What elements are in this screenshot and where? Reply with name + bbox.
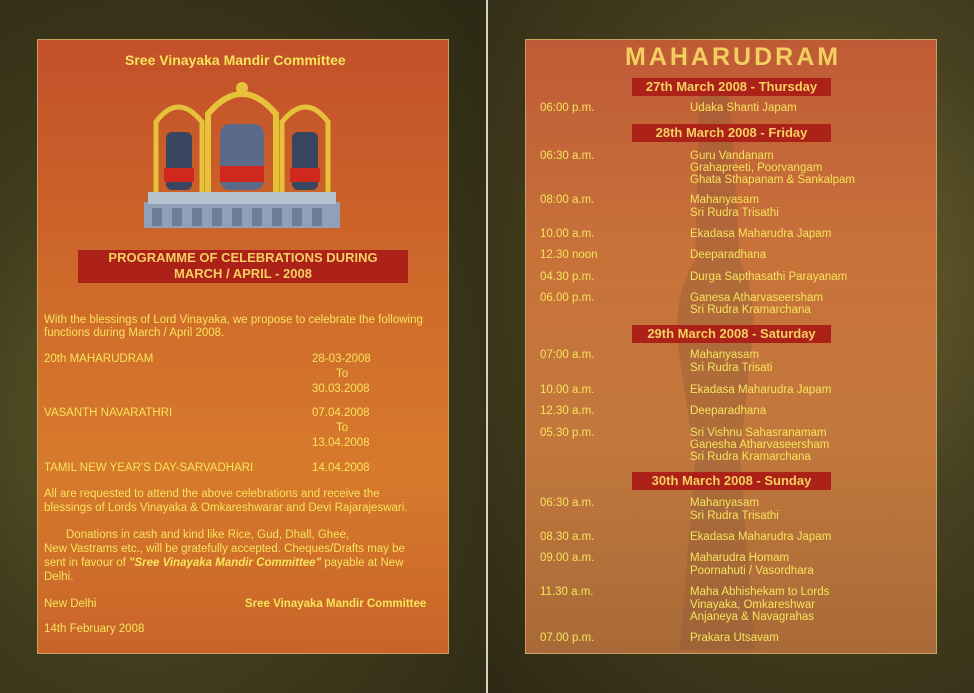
- event-to-label: To: [336, 422, 349, 434]
- event-title: Ghata Sthapanam & Sankalpam: [690, 174, 855, 186]
- donation-text: Delhi.: [44, 571, 74, 583]
- donation-text: Donations in cash and kind like Rice, Gud, Dhall, Ghee,: [66, 529, 350, 541]
- event-time: 10.00 a.m.: [540, 228, 595, 240]
- event-title: Mahanyasam: [690, 497, 760, 509]
- event-from-date: 28-03-2008: [312, 353, 371, 365]
- organization-title: Sree Vinayaka Mandir Committee: [125, 52, 346, 68]
- event-title: Ekadasa Maharudra Japam: [690, 531, 832, 543]
- event-time: 06.00 p.m.: [540, 292, 595, 304]
- event-to-date: 13.04.2008: [312, 437, 370, 449]
- programme-title: [78, 250, 408, 283]
- event-title: Maharudra Homam: [690, 552, 790, 564]
- place: New Delhi: [44, 598, 97, 610]
- event-to-date: 30.03.2008: [312, 383, 370, 395]
- request-text: blessings of Lords Vinayaka & Omkareshwarar and Devi Rajarajeswari.: [44, 502, 408, 514]
- day-banner: 28th March 2008 - Friday: [632, 124, 831, 142]
- event-title: Sri Rudra Trisati: [690, 362, 773, 374]
- page-fold: [486, 0, 488, 693]
- day-banner: 27th March 2008 - Thursday: [632, 78, 831, 96]
- event-title: Vinayaka, Omkareshwar: [690, 599, 816, 611]
- event-title: Grahapreeti, Poorvangam: [690, 162, 823, 174]
- event-title: Deeparadhana: [690, 405, 767, 417]
- event-time: 06:30 a.m.: [540, 150, 595, 162]
- event-title: Sri Rudra Trisathi: [690, 510, 779, 522]
- event-time: 12.30 a.m.: [540, 405, 595, 417]
- event-title: Guru Vandanam: [690, 150, 774, 162]
- event-title: Anjaneya & Navagrahas: [690, 611, 815, 623]
- event-time: 07:00 a.m.: [540, 349, 595, 361]
- event-title: Poornahuti / Vasordhara: [690, 565, 814, 577]
- event-from-date: 07.04.2008: [312, 407, 370, 419]
- signature: Sree Vinayaka Mandir Committee: [245, 598, 427, 610]
- event-title: Sri Rudra Trisathi: [690, 207, 779, 219]
- intro-line: functions during March / April 2008.: [44, 327, 225, 339]
- event-time: 07.00 p.m.: [540, 632, 595, 644]
- event-name: 20th MAHARUDRAM: [44, 353, 154, 365]
- event-title: Sri Vishnu Sahasranamam: [690, 427, 827, 439]
- programme-title-line2: MARCH / APRIL - 2008: [174, 266, 312, 281]
- event-time: 09.00 a.m.: [540, 552, 595, 564]
- event-time: 08:00 a.m.: [540, 194, 595, 206]
- event-time: 05.30 p.m.: [540, 427, 595, 439]
- event-title: Udaka Shanti Japam: [690, 102, 797, 114]
- donation-text: [44, 557, 404, 569]
- maharudram-title: MAHARUDRAM: [625, 43, 842, 71]
- event-title: Mahanyasam: [690, 194, 760, 206]
- event-title: Maha Abhishekam to Lords: [690, 586, 830, 598]
- event-time: 08.30 a.m.: [540, 531, 595, 543]
- event-title: Prakara Utsavam: [690, 632, 779, 644]
- event-name: TAMIL NEW YEAR'S DAY-SARVADHARI: [44, 462, 254, 474]
- donation-text-pre: sent in favour of: [44, 557, 126, 569]
- event-title: Sri Rudra Kramarchana: [690, 304, 811, 316]
- event-time: 10.00 a.m.: [540, 384, 595, 396]
- event-time: 06:30 a.m.: [540, 497, 595, 509]
- event-from-date: 14.04.2008: [312, 462, 370, 474]
- event-title: Ekadasa Maharudra Japam: [690, 228, 832, 240]
- payee-name: "Sree Vinayaka Mandir Committee": [129, 557, 322, 569]
- event-title: Ganesha Atharvaseersham: [690, 439, 830, 451]
- letter-date: 14th February 2008: [44, 623, 145, 635]
- programme-title-line1: PROGRAMME OF CELEBRATIONS DURING: [108, 250, 378, 265]
- event-title: Ekadasa Maharudra Japam: [690, 384, 832, 396]
- event-time: 11.30 a.m.: [540, 586, 594, 598]
- event-time: 06:00 p.m.: [540, 102, 595, 114]
- donation-text-post: payable at New: [324, 557, 404, 569]
- event-title: Mahanyasam: [690, 349, 760, 361]
- intro-line: With the blessings of Lord Vinayaka, we propose to celebrate the following: [44, 314, 423, 326]
- request-text: All are requested to attend the above celebrations and receive the: [44, 488, 380, 500]
- donation-text: New Vastrams etc., will be gratefully accepted. Cheques/Drafts may be: [44, 543, 405, 555]
- day-banner: 29th March 2008 - Saturday: [632, 325, 831, 343]
- event-to-label: To: [336, 368, 349, 380]
- deity-image: [138, 80, 346, 232]
- event-name: VASANTH NAVARATHRI: [44, 407, 173, 419]
- event-time: 12.30 noon: [540, 249, 598, 261]
- event-time: 04.30 p.m.: [540, 271, 595, 283]
- day-banner: 30th March 2008 - Sunday: [632, 472, 831, 490]
- event-title: Ganesa Atharvaseersham: [690, 292, 823, 304]
- event-title: Sri Rudra Kramarchana: [690, 451, 811, 463]
- event-title: Deeparadhana: [690, 249, 767, 261]
- event-title: Durga Sapthasathi Parayanam: [690, 271, 848, 283]
